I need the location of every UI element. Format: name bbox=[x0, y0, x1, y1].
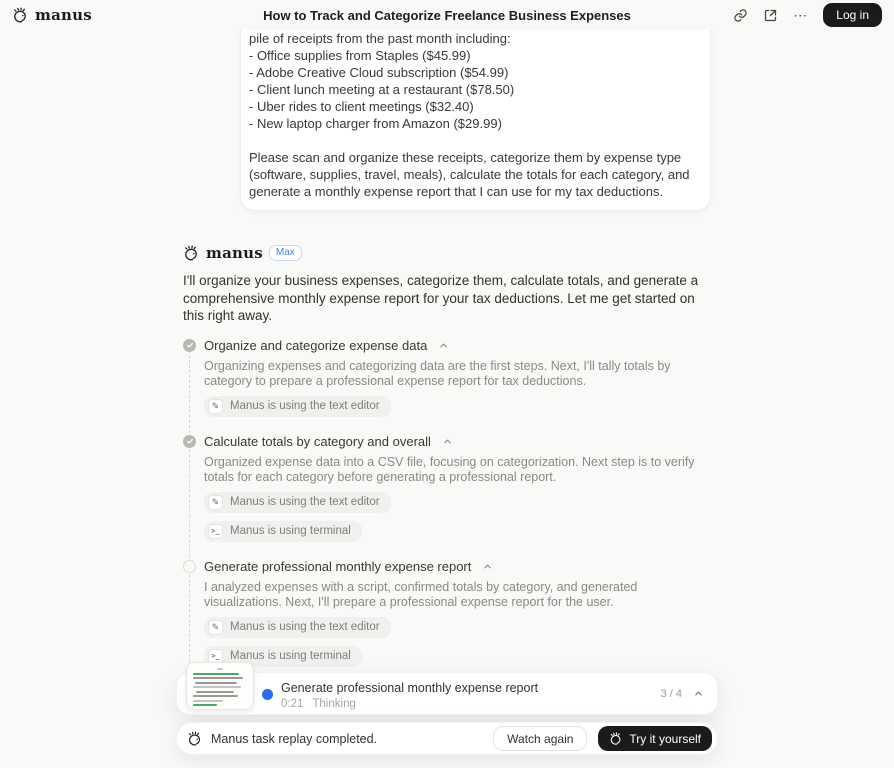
tool-chip-label: Manus is using the text editor bbox=[230, 496, 380, 508]
tool-chip-label: Manus is using the text editor bbox=[230, 400, 380, 412]
share-icon[interactable] bbox=[763, 8, 778, 23]
watch-again-button[interactable]: Watch again bbox=[493, 726, 587, 751]
manus-hedgehog-icon bbox=[609, 732, 623, 746]
step-header[interactable] bbox=[183, 338, 711, 353]
step-summary: I analyzed expenses with a script, confirmed totals by category, and generated visualizations. Next, I'll prepare a professional expense report for the user. bbox=[204, 579, 638, 609]
receipt-item: - Adobe Creative Cloud subscription ($54.99) bbox=[249, 65, 509, 80]
text-editor-icon: ✎ bbox=[208, 399, 223, 414]
tool-chip-row bbox=[204, 645, 711, 674]
step-pending-icon bbox=[183, 560, 196, 573]
assistant-reply bbox=[183, 244, 711, 702]
manus-wordmark: manus bbox=[206, 244, 263, 262]
assistant-intro-text: I'll organize your business expenses, categorize them, calculate totals, and generate a comprehensive monthly expense report for your tax deductions. Let me get started on this right away. bbox=[183, 273, 699, 323]
tool-chip[interactable] bbox=[204, 521, 362, 542]
chevron-up-icon[interactable] bbox=[442, 436, 453, 447]
tool-chip-row bbox=[204, 492, 711, 520]
step-header[interactable] bbox=[183, 559, 711, 574]
step-summary: Organizing expenses and categorizing data are the first steps. Next, I'll tally totals by category to prepare a professional expense report for tax deductions. bbox=[204, 358, 671, 388]
manus-hedgehog-icon bbox=[187, 731, 203, 747]
max-mode-badge: Max bbox=[269, 245, 302, 261]
text-editor-icon: ✎ bbox=[208, 620, 223, 635]
app-header bbox=[0, 0, 894, 30]
tool-chip-row bbox=[204, 396, 711, 424]
tool-chip-label: Manus is using terminal bbox=[230, 650, 351, 662]
step-title: Organize and categorize expense data bbox=[204, 337, 428, 353]
assistant-header bbox=[183, 244, 711, 262]
receipt-item: - Office supplies from Staples ($45.99) bbox=[249, 48, 471, 63]
step-counter: 3 / 4 bbox=[660, 687, 682, 700]
task-step bbox=[183, 434, 711, 549]
chat-column bbox=[183, 30, 711, 702]
step-done-icon bbox=[183, 435, 196, 448]
user-message-line: pile of receipts from the past month including: bbox=[249, 31, 511, 46]
user-message-card bbox=[240, 26, 711, 211]
panel-status: Thinking bbox=[312, 698, 356, 710]
manus-hedgehog-icon bbox=[183, 245, 200, 262]
panel-step-title: Generate professional monthly expense report bbox=[281, 681, 539, 695]
user-request-text: Please scan and organize these receipts, categorize them by expense type (software, supplies, travel, meals), calculate the totals for each category, and generate a monthly expense report that I can use for my tax deductions. bbox=[249, 150, 690, 199]
panel-collapse-chevron-icon[interactable] bbox=[693, 688, 704, 699]
tool-chip[interactable] bbox=[204, 617, 391, 638]
step-header[interactable] bbox=[183, 434, 711, 449]
try-it-yourself-button[interactable] bbox=[598, 726, 712, 751]
tool-chip-row bbox=[204, 520, 711, 549]
terminal-icon: >_ bbox=[208, 649, 223, 664]
task-progress-panel[interactable] bbox=[176, 672, 718, 715]
task-steps bbox=[183, 338, 711, 702]
step-done-icon bbox=[183, 339, 196, 352]
elapsed-time: 0:21 bbox=[281, 698, 304, 710]
more-menu-icon[interactable]: ⋯ bbox=[793, 7, 809, 23]
text-editor-icon: ✎ bbox=[208, 495, 223, 510]
replay-completed-message: Manus task replay completed. bbox=[211, 731, 378, 746]
receipt-item: - Client lunch meeting at a restaurant ($78.50) bbox=[249, 82, 515, 97]
chevron-up-icon[interactable] bbox=[482, 561, 493, 572]
terminal-preview-thumbnail[interactable] bbox=[186, 662, 254, 710]
try-it-yourself-label: Try it yourself bbox=[629, 731, 701, 746]
blank-line bbox=[249, 132, 702, 149]
tool-chip[interactable] bbox=[204, 396, 391, 417]
receipt-item: - Uber rides to client meetings ($32.40) bbox=[249, 99, 474, 114]
tool-chip[interactable] bbox=[204, 492, 391, 513]
manus-hedgehog-icon bbox=[12, 7, 29, 24]
tool-chip-label: Manus is using terminal bbox=[230, 525, 351, 537]
login-button[interactable]: Log in bbox=[823, 3, 882, 27]
tool-chip-label: Manus is using the text editor bbox=[230, 621, 380, 633]
receipt-item: - New laptop charger from Amazon ($29.99) bbox=[249, 116, 502, 131]
step-title: Calculate totals by category and overall bbox=[204, 433, 431, 449]
task-step bbox=[183, 338, 711, 424]
step-summary: Organized expense data into a CSV file, focusing on categorization. Next step is to verify totals for each category before generating a professional report. bbox=[204, 454, 695, 484]
page-title: How to Track and Categorize Freelance Business Expenses bbox=[263, 7, 631, 23]
manus-wordmark: manus bbox=[35, 6, 92, 24]
manus-logo-lockup[interactable] bbox=[12, 6, 92, 24]
chevron-up-icon[interactable] bbox=[438, 340, 449, 351]
task-step bbox=[183, 559, 711, 674]
tool-chip-row bbox=[204, 617, 711, 645]
active-step-indicator-icon bbox=[262, 689, 273, 700]
copy-link-icon[interactable] bbox=[733, 8, 748, 23]
terminal-icon: >_ bbox=[208, 524, 223, 539]
replay-status-bar bbox=[176, 722, 718, 755]
step-title: Generate professional monthly expense report bbox=[204, 558, 472, 574]
